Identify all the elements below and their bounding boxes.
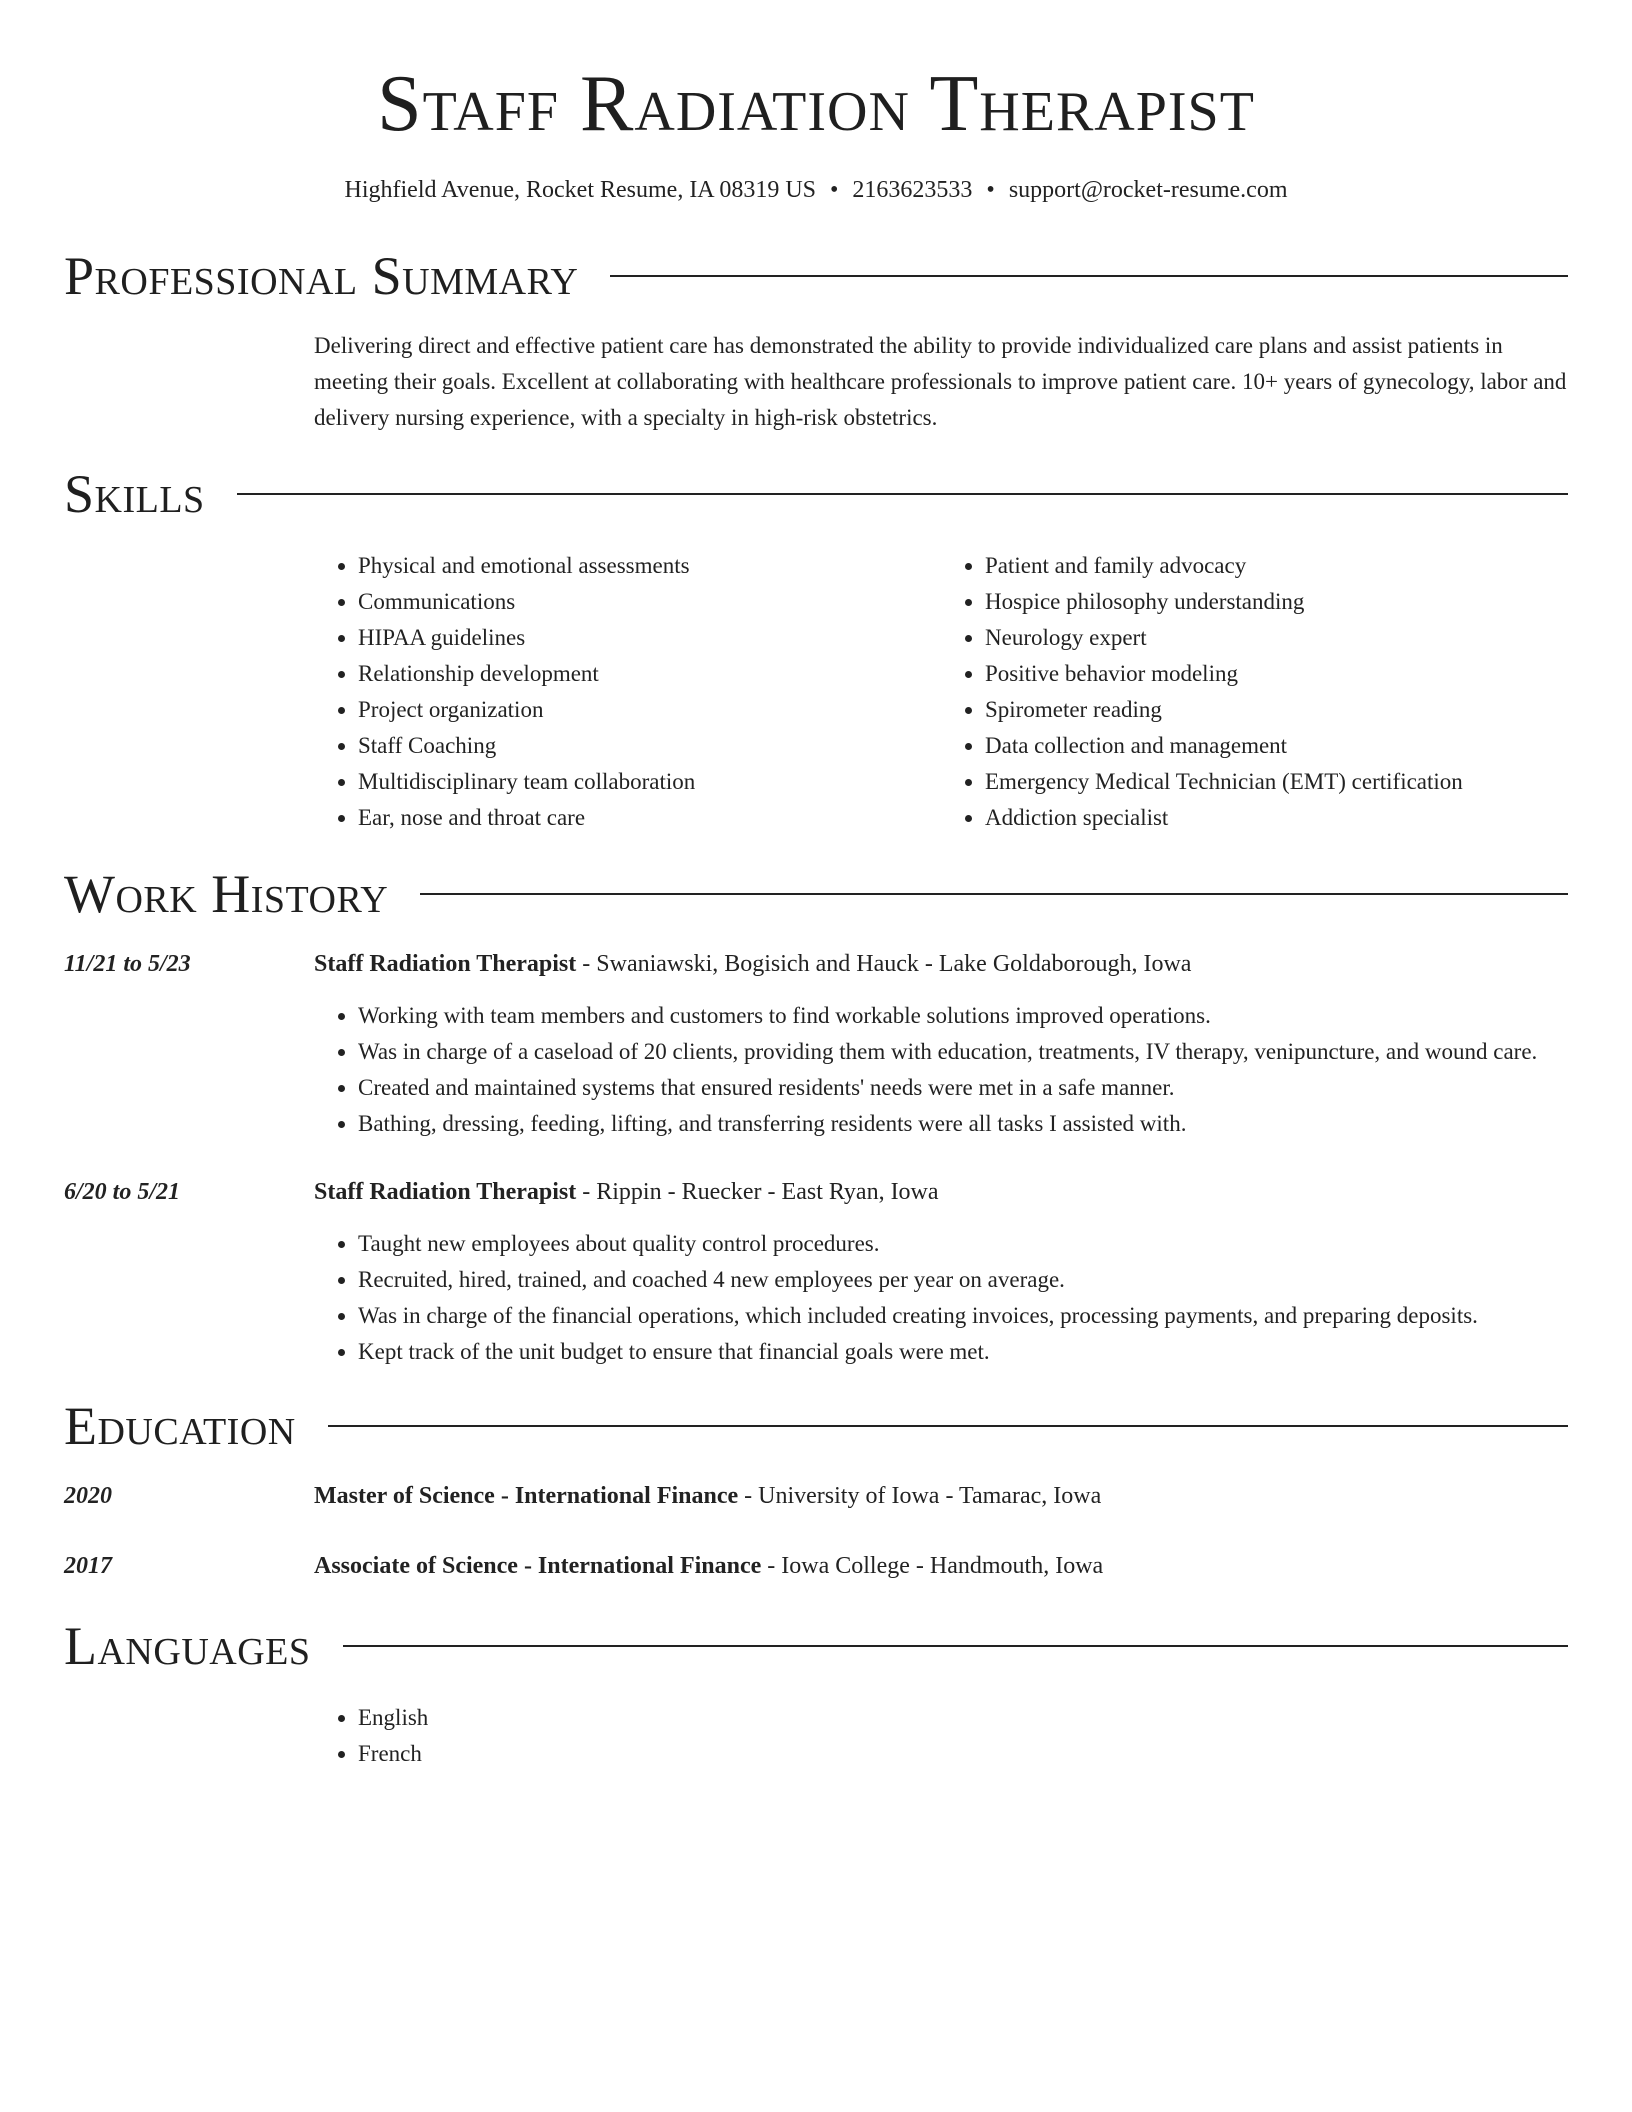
skill-item: • Neurology expert bbox=[985, 620, 1568, 656]
job-bullets bbox=[314, 1226, 1568, 1370]
language-item: • French bbox=[358, 1736, 1568, 1772]
education-year: 2020 bbox=[64, 1483, 112, 1509]
summary-content bbox=[314, 328, 1568, 436]
contact-phone: 2163623533 bbox=[852, 177, 973, 203]
section-title-work-history: Work History bbox=[64, 864, 389, 924]
skill-item: • Hospice philosophy understanding bbox=[985, 584, 1568, 620]
section-divider bbox=[610, 275, 1568, 277]
skill-item: • Addiction specialist bbox=[985, 800, 1568, 836]
education-entry bbox=[64, 1478, 1568, 1514]
skill-item: • Positive behavior modeling bbox=[985, 656, 1568, 692]
job-bullet: • Recruited, hired, trained, and coached 4 new employees per year on average. bbox=[358, 1262, 1568, 1298]
contact-separator: • bbox=[830, 177, 839, 203]
section-header bbox=[64, 1394, 1568, 1458]
job-dates: 6/20 to 5/21 bbox=[64, 1179, 181, 1205]
section-divider bbox=[328, 1425, 1568, 1427]
contact-separator: • bbox=[986, 177, 995, 203]
education-year: 2017 bbox=[64, 1553, 112, 1579]
section-divider bbox=[343, 1645, 1569, 1647]
job-entry bbox=[64, 946, 1568, 1142]
section-header bbox=[64, 862, 1568, 926]
job-bullet: • Created and maintained systems that ensured residents' needs were met in a safe manner. bbox=[358, 1070, 1568, 1106]
resume-page bbox=[64, 0, 1568, 1772]
skill-item: • Staff Coaching bbox=[358, 728, 941, 764]
education-degree: Associate of Science - International Finance bbox=[314, 1553, 762, 1579]
summary-section bbox=[64, 244, 1568, 436]
contact-line bbox=[64, 174, 1568, 206]
education-heading bbox=[314, 1548, 1568, 1584]
skill-item: • Spirometer reading bbox=[985, 692, 1568, 728]
resume-name: Staff Radiation Therapist bbox=[377, 60, 1255, 148]
education-degree: Master of Science - International Finance bbox=[314, 1483, 739, 1509]
job-bullet: • Was in charge of the financial operations, which included creating invoices, processing payments, and preparing deposits. bbox=[358, 1298, 1568, 1334]
job-bullet: • Taught new employees about quality control procedures. bbox=[358, 1226, 1568, 1262]
section-title-education: Education bbox=[64, 1396, 296, 1456]
job-body bbox=[314, 946, 1568, 1142]
section-title-languages: Languages bbox=[64, 1616, 311, 1676]
section-divider bbox=[420, 893, 1568, 895]
skills-list-right bbox=[941, 548, 1568, 836]
languages-content bbox=[314, 1700, 1568, 1772]
skill-item: • Multidisciplinary team collaboration bbox=[358, 764, 941, 800]
job-bullets bbox=[314, 998, 1568, 1142]
skill-item: • Communications bbox=[358, 584, 941, 620]
education-section bbox=[64, 1394, 1568, 1584]
skill-item: • Physical and emotional assessments bbox=[358, 548, 941, 584]
summary-text: Delivering direct and effective patient care has demonstrated the ability to provide individualized care plans and assist patients in meeting their goals. Excellent at collaborating with healthcare professionals to improve patient care. 10+ years of gynecology, labor and delivery nursing experience, with a specialty in high-risk obstetrics. bbox=[314, 333, 1567, 430]
education-school: - University of Iowa - Tamarac, Iowa bbox=[738, 1483, 1102, 1509]
contact-address: Highfield Avenue, Rocket Resume, IA 08319 US bbox=[344, 177, 816, 203]
section-divider bbox=[237, 493, 1568, 495]
section-title-skills: Skills bbox=[64, 464, 205, 524]
skills-content bbox=[314, 548, 1568, 836]
job-heading bbox=[314, 1174, 1568, 1210]
skills-section bbox=[64, 462, 1568, 836]
education-entry bbox=[64, 1548, 1568, 1584]
job-dates: 11/21 to 5/23 bbox=[64, 951, 191, 977]
section-title-summary: Professional Summary bbox=[64, 246, 579, 306]
education-school: - Iowa College - Handmouth, Iowa bbox=[761, 1553, 1104, 1579]
section-header bbox=[64, 1614, 1568, 1678]
skill-item: • HIPAA guidelines bbox=[358, 620, 941, 656]
languages-section bbox=[64, 1614, 1568, 1772]
job-bullet: • Bathing, dressing, feeding, lifting, and transferring residents were all tasks I assisted with. bbox=[358, 1106, 1568, 1142]
contact-email: support@rocket-resume.com bbox=[1008, 177, 1288, 203]
job-employer: - Swaniawski, Bogisich and Hauck - Lake Goldaborough, Iowa bbox=[576, 951, 1192, 977]
job-bullet: • Kept track of the unit budget to ensure that financial goals were met. bbox=[358, 1334, 1568, 1370]
skill-item: • Patient and family advocacy bbox=[985, 548, 1568, 584]
job-bullet: • Was in charge of a caseload of 20 clients, providing them with education, treatments, IV therapy, venipuncture, and wound care. bbox=[358, 1034, 1568, 1070]
education-heading bbox=[314, 1478, 1568, 1514]
section-header bbox=[64, 462, 1568, 526]
education-body bbox=[314, 1548, 1568, 1584]
job-employer: - Rippin - Ruecker - East Ryan, Iowa bbox=[576, 1179, 939, 1205]
job-title: Staff Radiation Therapist bbox=[314, 1179, 577, 1205]
languages-list bbox=[314, 1700, 1568, 1772]
section-header bbox=[64, 244, 1568, 308]
skill-item: • Data collection and management bbox=[985, 728, 1568, 764]
skills-list-left bbox=[314, 548, 941, 836]
job-heading bbox=[314, 946, 1568, 982]
skills-grid bbox=[314, 548, 1568, 836]
work-history-section bbox=[64, 862, 1568, 1370]
education-body bbox=[314, 1478, 1568, 1514]
language-item: • English bbox=[358, 1700, 1568, 1736]
job-title: Staff Radiation Therapist bbox=[314, 951, 577, 977]
skill-item: • Project organization bbox=[358, 692, 941, 728]
skill-item: • Ear, nose and throat care bbox=[358, 800, 941, 836]
skill-item: • Relationship development bbox=[358, 656, 941, 692]
job-body bbox=[314, 1174, 1568, 1370]
skill-item: • Emergency Medical Technician (EMT) certification bbox=[985, 764, 1568, 800]
job-bullet: • Working with team members and customers to find workable solutions improved operations. bbox=[358, 998, 1568, 1034]
job-entry bbox=[64, 1174, 1568, 1370]
